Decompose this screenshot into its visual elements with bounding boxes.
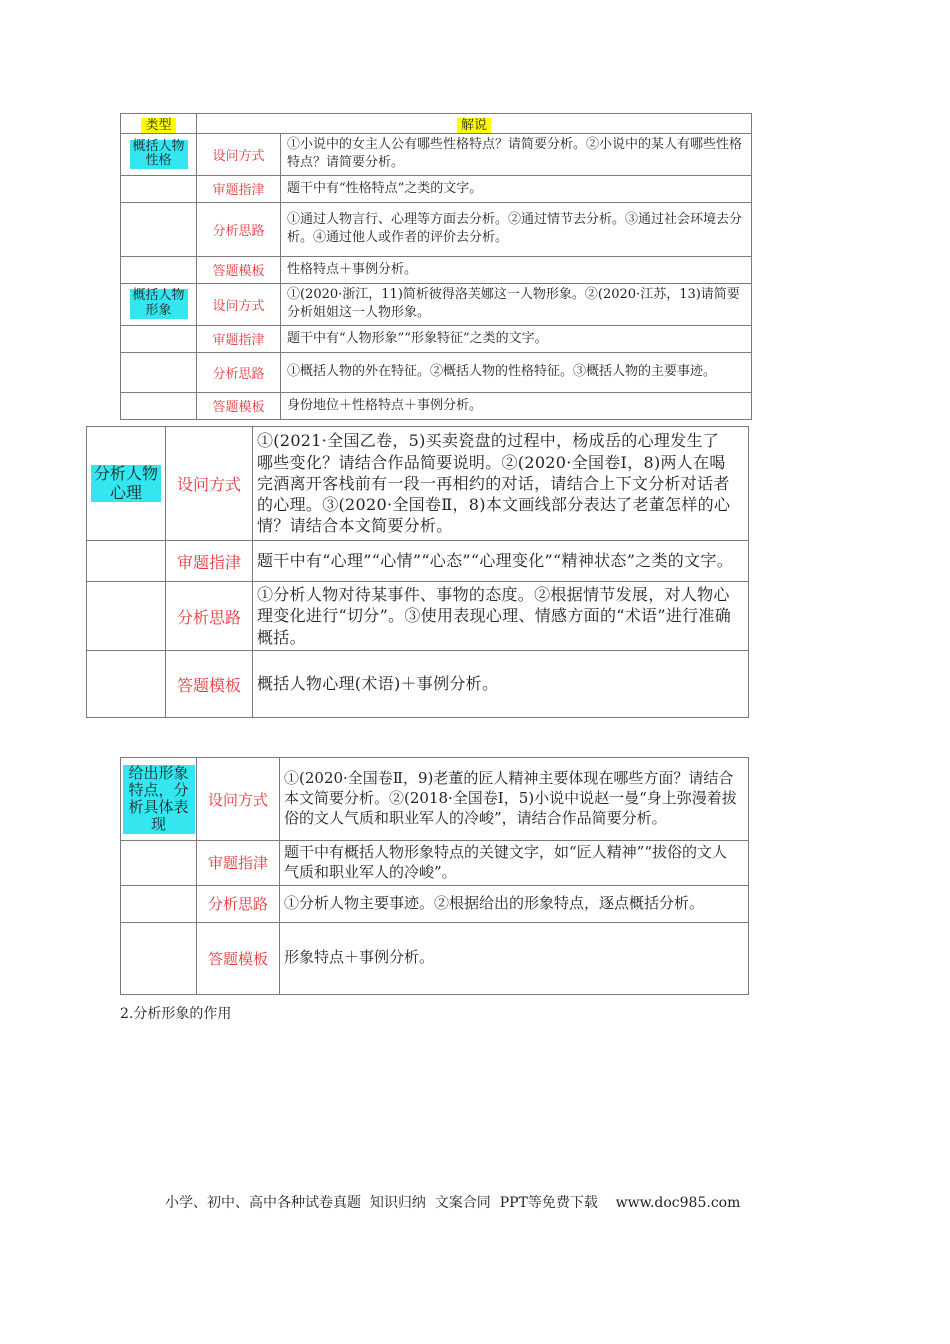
category-label: 给出形象特点，分析具体表现: [123, 765, 195, 834]
table-row: [121, 922, 749, 994]
table-row: [121, 256, 752, 283]
row-text: 概括人物心理(术语)＋事例分析。: [253, 651, 749, 718]
row-label: 审题指津: [197, 175, 281, 202]
row-label: 答题模板: [197, 256, 281, 283]
row-label: 答题模板: [166, 651, 253, 718]
category-cell: [121, 283, 197, 325]
row-label: 审题指津: [197, 325, 281, 352]
row-label: 设问方式: [197, 758, 280, 841]
empty-cell: [121, 841, 197, 886]
row-label: 审题指津: [197, 841, 280, 886]
table-character-psychology: [86, 426, 749, 718]
table-row: [87, 651, 749, 718]
row-label: 审题指津: [166, 541, 253, 582]
row-text: 题干中有概括人物形象特点的关键文字，如“匠人精神”“拔俗的文人气质和职业军人的冷峻”。: [280, 841, 749, 886]
category-cell: [121, 134, 197, 176]
empty-cell: [87, 541, 166, 582]
row-text: 题干中有“人物形象”“形象特征”之类的文字。: [281, 325, 752, 352]
table-character-traits: [120, 113, 752, 420]
table-row: [121, 392, 752, 419]
row-text: ①(2021·全国乙卷，5)买卖瓷盘的过程中，杨成岳的心理发生了哪些变化？请结合作品简要说明。②(2020·全国卷Ⅰ，8)两人在喝完酒离开客栈前有一段一再相约的对话，请结合上下文分析对话者的心理。③(2020·全国卷Ⅱ，8)本文画线部分表达了老董怎样的心情？请结合本文简要分析。: [253, 427, 749, 541]
table-row: [121, 841, 749, 886]
empty-cell: [87, 582, 166, 651]
empty-cell: [121, 175, 197, 202]
header-explain-label: 解说: [457, 118, 491, 133]
category-cell: [87, 427, 166, 541]
row-label: 答题模板: [197, 392, 281, 419]
table-row: [87, 427, 749, 541]
table-row: [87, 541, 749, 582]
row-text: ①通过人物言行、心理等方面去分析。②通过情节去分析。③通过社会环境去分析。④通过他人或作者的评价去分析。: [281, 202, 752, 256]
row-text: 身份地位＋性格特点＋事例分析。: [281, 392, 752, 419]
table-row: [87, 582, 749, 651]
page-footer: 小学、初中、高中各种试卷真题 知识归纳 文案合同 PPT等免费下载 www.doc985.com: [165, 1195, 741, 1211]
row-text: 形象特点＋事例分析。: [280, 922, 749, 994]
empty-cell: [121, 922, 197, 994]
empty-cell: [121, 202, 197, 256]
empty-cell: [87, 651, 166, 718]
table-given-traits: [120, 757, 749, 995]
row-label: 答题模板: [197, 922, 280, 994]
empty-cell: [121, 352, 197, 392]
row-text: ①(2020·全国卷Ⅱ，9)老董的匠人精神主要体现在哪些方面？请结合本文简要分析。②(2018·全国卷Ⅰ，5)小说中说赵一曼“身上弥漫着拔俗的文人气质和职业军人的冷峻”，请结合作品简要分析。: [280, 758, 749, 841]
table-row: [121, 202, 752, 256]
row-label: 设问方式: [197, 134, 281, 176]
empty-cell: [121, 885, 197, 922]
category-label: 概括人物性格: [130, 140, 188, 170]
header-type-label: 类型: [141, 118, 175, 133]
category-cell: [121, 758, 197, 841]
row-text: ①小说中的女主人公有哪些性格特点？请简要分析。②小说中的某人有哪些性格特点？请简要分析。: [281, 134, 752, 176]
row-text: 题干中有“性格特点”之类的文字。: [281, 175, 752, 202]
table-header-row: [121, 114, 752, 134]
table-row: [121, 283, 752, 325]
empty-cell: [121, 325, 197, 352]
header-type-cell: [121, 114, 197, 134]
table-row: [121, 175, 752, 202]
table-row: [121, 325, 752, 352]
header-explain-cell: [197, 114, 752, 134]
row-text: ①分析人物对待某事件、事物的态度。②根据情节发展，对人物心理变化进行“切分”。③使用表现心理、情感方面的“术语”进行准确概括。: [253, 582, 749, 651]
table-row: [121, 134, 752, 176]
row-text: ①概括人物的外在特征。②概括人物的性格特征。③概括人物的主要事迹。: [281, 352, 752, 392]
row-label: 分析思路: [197, 202, 281, 256]
section-subheading: 2.分析形象的作用: [120, 1006, 232, 1022]
row-label: 分析思路: [197, 352, 281, 392]
category-label: 分析人物心理: [91, 465, 161, 502]
table-row: [121, 758, 749, 841]
table-row: [121, 885, 749, 922]
row-text: 题干中有“心理”“心情”“心态”“心理变化”“精神状态”之类的文字。: [253, 541, 749, 582]
empty-cell: [121, 256, 197, 283]
empty-cell: [121, 392, 197, 419]
row-label: 设问方式: [166, 427, 253, 541]
row-label: 分析思路: [197, 885, 280, 922]
category-label: 概括人物形象: [130, 289, 188, 319]
row-text: 性格特点＋事例分析。: [281, 256, 752, 283]
row-label: 分析思路: [166, 582, 253, 651]
table-row: [121, 352, 752, 392]
row-text: ①分析人物主要事迹。②根据给出的形象特点，逐点概括分析。: [280, 885, 749, 922]
row-label: 设问方式: [197, 283, 281, 325]
row-text: ①(2020·浙江，11)简析彼得洛芙娜这一人物形象。②(2020·江苏，13)请简要分析姐姐这一人物形象。: [281, 283, 752, 325]
